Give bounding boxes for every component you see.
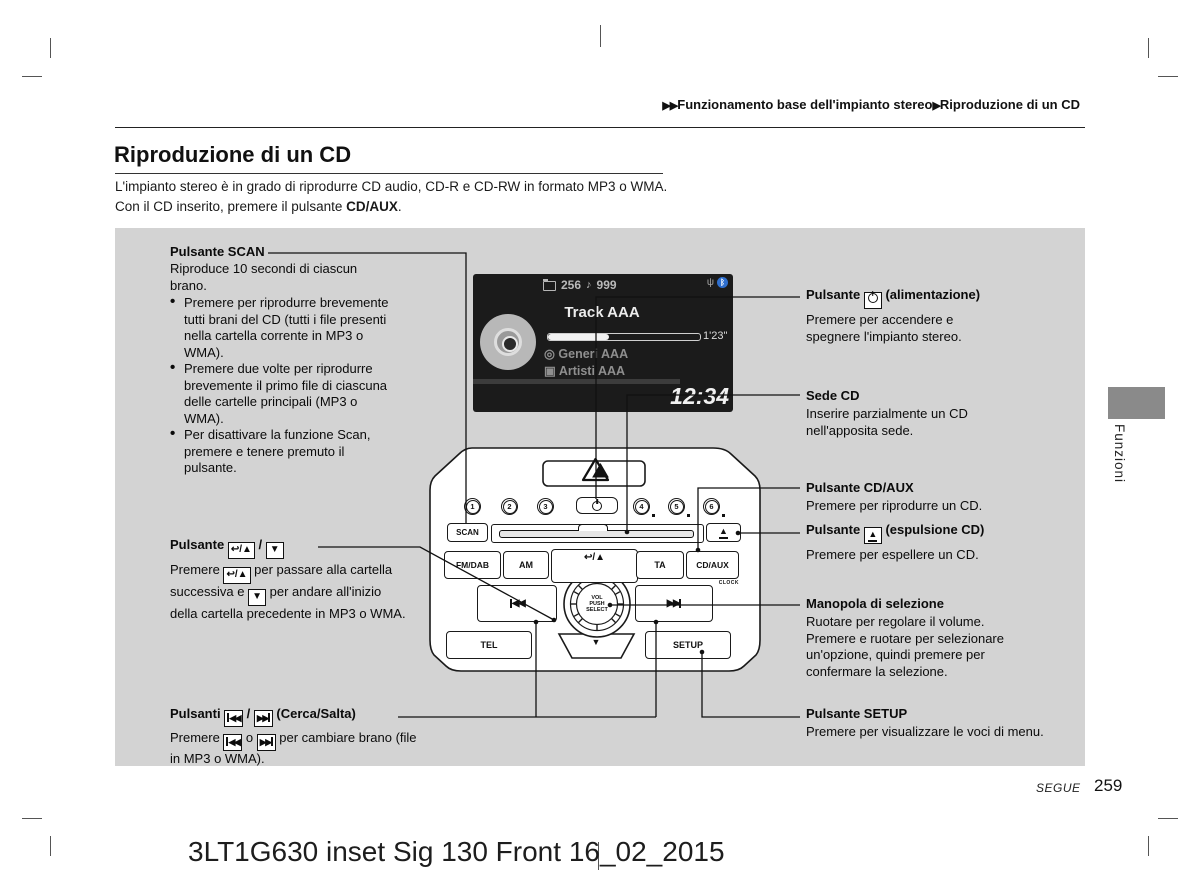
preset-button-4[interactable]: 4 bbox=[633, 498, 650, 515]
callout-scan-bullet: • Premere per riprodurre brevemente tutti brani del CD (tutti i file presenti nella cartella corrente in MP3 o WMA). bbox=[170, 295, 392, 361]
breadcrumb-arrows-icon: ▶▶ bbox=[662, 100, 678, 112]
breadcrumb-arrow-icon: ▶ bbox=[932, 100, 940, 112]
intro-line2-pre: Con il CD inserito, premere il pulsante bbox=[115, 199, 347, 214]
callout-setup bbox=[806, 706, 1086, 741]
bluetooth-icon: ᛒ bbox=[717, 277, 728, 288]
page-title: Riproduzione di un CD bbox=[114, 142, 352, 167]
callout-seek-title bbox=[170, 706, 420, 727]
preset-button-1[interactable]: 1 bbox=[464, 498, 481, 515]
callout-knob-desc2: Premere e ruotare per selezionare un'opzione, quindi premere per confermare la selezione. bbox=[806, 630, 1004, 679]
header-rule bbox=[115, 127, 1085, 128]
cd-slot-opening bbox=[499, 530, 694, 538]
crop-mark bbox=[50, 38, 51, 58]
am-button[interactable]: AM bbox=[503, 551, 549, 579]
breadcrumb bbox=[662, 97, 1080, 112]
section-tab-label: Funzioni bbox=[1112, 424, 1127, 484]
callout-knob-desc1: Ruotare per regolare il volume. bbox=[806, 614, 985, 629]
folder-icon bbox=[543, 281, 556, 291]
preset-button-6[interactable]: 6 bbox=[703, 498, 720, 515]
power-icon bbox=[864, 292, 882, 309]
text: per andare all'inizio della cartella precedente in MP3 o WMA. bbox=[170, 584, 406, 621]
folder-down-icon: ▼ bbox=[248, 589, 266, 606]
genre-row bbox=[544, 346, 628, 361]
callout-scan-title: Pulsante SCAN bbox=[170, 244, 265, 259]
skip-back-icon: ◀◀ bbox=[224, 710, 243, 727]
callout-sede-title: Sede CD bbox=[806, 388, 860, 403]
breadcrumb-subsection: Riproduzione di un CD bbox=[939, 97, 1080, 112]
down-button-label[interactable]: ▼ bbox=[591, 637, 601, 647]
genre-label: Generi AAA bbox=[558, 347, 629, 361]
callout-folder-title bbox=[170, 537, 412, 559]
intro-cdaux-bold: CD/AUX bbox=[346, 199, 398, 214]
skip-forward-button[interactable]: ▶▶ bbox=[635, 585, 713, 622]
section-tab bbox=[1108, 387, 1165, 419]
text: per passare alla cartella successiva e bbox=[170, 562, 393, 599]
slash: / bbox=[258, 537, 263, 552]
power-icon bbox=[592, 501, 602, 511]
crop-mark bbox=[1158, 76, 1178, 77]
skip-forward-icon: ▶▶ bbox=[254, 710, 273, 727]
callout-folder-title-text: Pulsante bbox=[170, 537, 225, 552]
callout-sede-desc1: Inserire parzialmente un CD bbox=[806, 406, 968, 421]
callout-power-title bbox=[806, 287, 1006, 309]
title-rule bbox=[115, 173, 663, 174]
preset-mark bbox=[687, 514, 690, 517]
fm-dab-button[interactable]: FM/DAB bbox=[444, 551, 501, 579]
folder-return-icon: ↩/▲ bbox=[223, 567, 250, 584]
cd-slot[interactable] bbox=[491, 524, 704, 543]
diagram-panel bbox=[115, 228, 1085, 766]
text: Pulsante bbox=[806, 287, 861, 302]
callout-folder bbox=[170, 537, 412, 623]
genre-icon: ◎ bbox=[544, 347, 555, 361]
crop-mark bbox=[50, 836, 51, 856]
callout-seek bbox=[170, 706, 420, 768]
usb-icon: ψ bbox=[706, 277, 714, 288]
callout-power-desc1: Premere per accendere e bbox=[806, 312, 954, 327]
crop-mark bbox=[1148, 38, 1149, 58]
crop-mark bbox=[1148, 836, 1149, 856]
callout-cdaux bbox=[806, 480, 1056, 515]
slash: / bbox=[246, 706, 251, 721]
text: Premere bbox=[170, 562, 224, 577]
tel-button[interactable]: TEL bbox=[446, 631, 532, 659]
callout-sede-cd bbox=[806, 388, 1016, 439]
track-title: Track AAA bbox=[564, 304, 640, 321]
crop-mark bbox=[22, 76, 42, 77]
intro-line2-post: . bbox=[397, 199, 402, 214]
text: (alimentazione) bbox=[885, 287, 981, 302]
preset-button-2[interactable]: 2 bbox=[501, 498, 518, 515]
folder-return-icon: ↩/▲ bbox=[228, 542, 255, 559]
text: o bbox=[242, 730, 257, 745]
callout-scan-bullet: • Per disattivare la funzione Scan, premere e tenere premuto il pulsante. bbox=[170, 427, 392, 477]
crop-mark bbox=[22, 818, 42, 819]
footer-segue: SEGUE bbox=[1036, 781, 1081, 795]
callout-scan-bullet: • Premere due volte per riprodurre brevemente il primo file di ciascuna delle cartelle principali (MP3 o WMA). bbox=[170, 361, 392, 427]
page-number: 259 bbox=[1094, 776, 1123, 795]
callout-sede-desc2: nell'apposita sede. bbox=[806, 422, 914, 438]
callout-power-desc2: spegnere l'impianto stereo. bbox=[806, 328, 962, 344]
preset-button-3[interactable]: 3 bbox=[537, 498, 554, 515]
crop-mark bbox=[600, 25, 601, 47]
elapsed-time: 1'23" bbox=[703, 330, 728, 342]
display-status-row bbox=[543, 278, 617, 292]
text: Premere bbox=[170, 730, 224, 745]
eject-icon: ▲ bbox=[719, 527, 728, 539]
callout-knob bbox=[806, 596, 1044, 680]
hazard-slot bbox=[543, 461, 645, 486]
cd-aux-button[interactable]: CD/AUX bbox=[686, 551, 739, 579]
folder-up-button[interactable]: ↩/▲ bbox=[551, 549, 638, 583]
progress-fill bbox=[548, 334, 609, 340]
setup-button[interactable]: SETUP bbox=[645, 631, 731, 659]
callout-scan bbox=[170, 244, 392, 477]
callout-cdaux-desc: Premere per riprodurre un CD. bbox=[806, 498, 983, 513]
artist-icon: ▣ bbox=[544, 364, 556, 378]
callout-eject-title bbox=[806, 522, 1056, 544]
folder-down-icon: ▼ bbox=[266, 542, 284, 559]
display-clock: 12:34 bbox=[670, 383, 729, 409]
ta-button[interactable]: TA bbox=[636, 551, 684, 579]
callout-setup-desc: Premere per visualizzare le voci di menu. bbox=[806, 724, 1044, 739]
callout-knob-title: Manopola di selezione bbox=[806, 596, 944, 611]
intro-line-1: L'impianto stereo è in grado di riprodurre CD audio, CD-R e CD-RW in formato MP3 o WMA. bbox=[115, 179, 668, 194]
artist-label: Artisti AAA bbox=[558, 364, 626, 378]
preset-button-5[interactable]: 5 bbox=[668, 498, 685, 515]
file-count: 999 bbox=[596, 278, 617, 292]
note-icon: ♪ bbox=[586, 279, 592, 291]
skip-back-icon: ◀◀ bbox=[223, 734, 242, 751]
power-button[interactable] bbox=[576, 497, 618, 514]
intro-line-2 bbox=[115, 199, 975, 214]
text: Pulsanti bbox=[170, 706, 221, 721]
skip-back-button[interactable]: ◀◀ bbox=[477, 585, 557, 622]
eject-button[interactable] bbox=[706, 523, 741, 542]
text: (Cerca/Salta) bbox=[276, 706, 356, 721]
progress-bar bbox=[547, 333, 701, 341]
scan-button[interactable]: SCAN bbox=[447, 523, 488, 542]
text: Pulsante bbox=[806, 522, 861, 537]
cd-disc-graphic bbox=[480, 314, 536, 370]
eject-icon: ▲ bbox=[864, 527, 882, 544]
callout-eject bbox=[806, 522, 1056, 564]
artist-row bbox=[544, 363, 625, 378]
callout-eject-desc: Premere per espellere un CD. bbox=[806, 547, 979, 562]
callout-scan-desc: Riproduce 10 secondi di ciascun brano. bbox=[170, 261, 358, 293]
skip-forward-icon: ▶▶ bbox=[257, 734, 276, 751]
display-status-icons bbox=[707, 277, 728, 288]
print-caption: 3LT1G630 inset Sig 130 Front 16_02_2015 bbox=[188, 836, 725, 867]
text: per cambiare brano (file in MP3 o WMA). bbox=[170, 730, 417, 766]
text: (espulsione CD) bbox=[885, 522, 985, 537]
stereo-display bbox=[473, 274, 733, 412]
preset-mark bbox=[722, 514, 725, 517]
cd-slot-notch bbox=[578, 524, 608, 531]
callout-folder-desc bbox=[170, 562, 412, 623]
callout-cdaux-title: Pulsante CD/AUX bbox=[806, 480, 914, 495]
callout-setup-title: Pulsante SETUP bbox=[806, 706, 908, 721]
folder-count: 256 bbox=[561, 278, 582, 292]
breadcrumb-section: Funzionamento base dell'impianto stereo bbox=[677, 97, 933, 112]
callout-power bbox=[806, 287, 1006, 345]
display-divider bbox=[473, 379, 680, 384]
clock-small-label: CLOCK bbox=[718, 580, 739, 586]
crop-mark bbox=[1158, 818, 1178, 819]
callout-seek-desc bbox=[170, 730, 420, 768]
preset-mark bbox=[652, 514, 655, 517]
knob-label: VOL PUSH SELECT bbox=[586, 595, 608, 613]
